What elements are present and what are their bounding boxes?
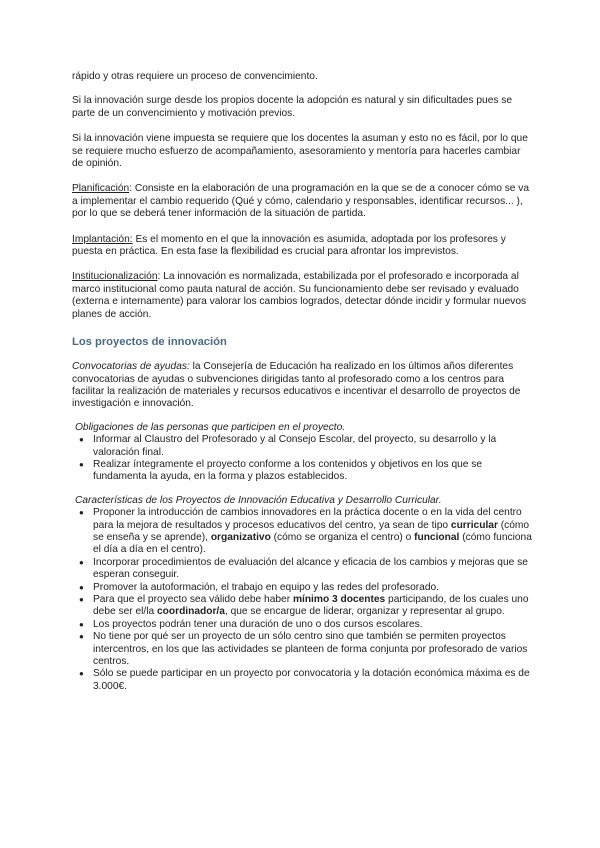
paragraph-continuation: rápido y otras requiere un proceso de convencimiento. xyxy=(72,71,318,82)
section-heading-proyectos: Los proyectos de innovación xyxy=(72,336,227,349)
caracteristicas-list xyxy=(72,507,532,693)
text-institucionalizacion: La innovación es normalizada, estabilizada por el profesorado e incorporada al marco institucional como pauta natural de acción. Su funcionamiento debe ser revisado y evaluado (externa e internamente) para valorar los cambios logrados, detectar dónde incidir y formular nuevos planes de acción. xyxy=(72,271,527,320)
paragraph-top-down-innovation: Si la innovación viene impuesta se requiere que los docentes la asuman y esto no es fácil, por lo que se requiere mucho esfuerzo de acompañamiento, asesoramiento y mentoría para hacerles cambiar de opinión. xyxy=(72,133,528,170)
caracteristicas-heading: Características de los Proyectos de Innovación Educativa y Desarrollo Curricular. xyxy=(75,494,442,506)
list-item: ● Sólo se puede participar en un proyecto por convocatoria y la dotación económica máxima es de 3.000€. xyxy=(72,668,532,693)
keyword-curricular: curricular xyxy=(450,519,498,531)
list-item: ● Promover la autoformación, el trabajo en equipo y las redes del profesorado. xyxy=(72,582,532,594)
text-implantacion: Es el momento en el que la innovación es asumida, adoptada por los profesores y puesta en práctica. En esta fase la flexibilidad es crucial para afrontar los imprevistos. xyxy=(72,233,506,258)
term-planificacion: Planificación xyxy=(72,183,130,195)
list-item: ● Los proyectos podrán tener una duración de uno o dos cursos escolares. xyxy=(72,619,532,631)
paragraph-institucionalizacion: Institucionalización: La innovación es normalizada, estabilizada por el profesorado e incorporada al marco institucional como pauta natural de acción. Su funcionamiento debe ser revisado y evaluado (externa e internamente) para valorar los cambios logrados, detectar dónde incidir y formular nuevos planes de acción. xyxy=(72,271,527,320)
convocatorias-lead: Convocatorias de ayudas: xyxy=(72,361,190,373)
paragraph-convocatorias xyxy=(72,361,532,411)
obligaciones-heading: Obligaciones de las personas que participen en el proyecto. xyxy=(75,421,346,433)
list-item: ● Informar al Claustro del Profesorado y al Consejo Escolar, del proyecto, su desarrollo y la valoración final. xyxy=(72,434,532,459)
list-item: ● Incorporar procedimientos de evaluación del alcance y eficacia de los cambios y mejoras que se esperan conseguir. xyxy=(72,557,532,582)
convocatorias-text: la Consejería de Educación ha realizado en los últimos años diferentes convocatorias de ayudas o subvenciones dirigidas tanto al profesorado como a los centros para facilitar la realización de materiales y recursos educativos e incentivar el desarrollo de proyectos de investigación e innovación. xyxy=(72,361,521,410)
keyword-minimo-docentes: mínimo 3 docentes xyxy=(292,594,386,605)
list-item: ● Proponer la introducción de cambios innovadores en la práctica docente o en la vida del centro para la mejora de resultados y procesos educativos del centro, ya sean de tipo curricular (cómo se enseña y se aprende), organizativo (cómo se organiza el centro) o funcional (cómo funciona el día a día en el centro). xyxy=(72,507,532,557)
keyword-funcional: funcional xyxy=(414,531,460,543)
keyword-coordinador: coordinador/a xyxy=(157,606,225,618)
list-item: ● Para que el proyecto sea válido debe haber mínimo 3 docentes participando, de los cuales uno debe ser el/la coordinador/a, que se encargue de liderar, organizar y representar al grupo. xyxy=(72,594,532,619)
term-implantacion: Implantación: xyxy=(72,233,133,245)
paragraph-planificacion: Planificación: Consiste en la elaboración de una programación en la que se de a conocer cómo se va a implementar el cambio requerido (Qué y cómo, calendario y responsables, identificar recursos... ), por lo que se deberá tener información de la situación de partida. xyxy=(72,183,530,220)
document-body xyxy=(72,71,532,693)
keyword-organizativo: organizativo xyxy=(210,531,271,543)
paragraph-implantacion xyxy=(72,234,532,259)
term-institucionalizacion: Institucionalización xyxy=(72,271,158,283)
list-item: ● No tiene por qué ser un proyecto de un sólo centro sino que también se permiten proyectos intercentros, en los que las actividades se planteen de forma conjunta por profesorado de varios centros. xyxy=(72,631,532,668)
paragraph-bottom-up-innovation: Si la innovación surge desde los propios docente la adopción es natural y sin dificultades pues se parte de un convencimiento y motivación previos. xyxy=(72,95,513,119)
list-item: ● Realizar íntegramente el proyecto conforme a los contenidos y objetivos en los que se fundamenta la ayuda, en la forma y plazos establecidos. xyxy=(72,459,532,484)
text-planificacion: Consiste en la elaboración de una programación en la que se de a conocer cómo se va a implementar el cambio requerido (Qué y cómo, calendario y responsables, identificar recursos... ), por lo que se deberá tener información de la situación de partida. xyxy=(72,183,530,220)
obligaciones-list xyxy=(72,434,532,484)
